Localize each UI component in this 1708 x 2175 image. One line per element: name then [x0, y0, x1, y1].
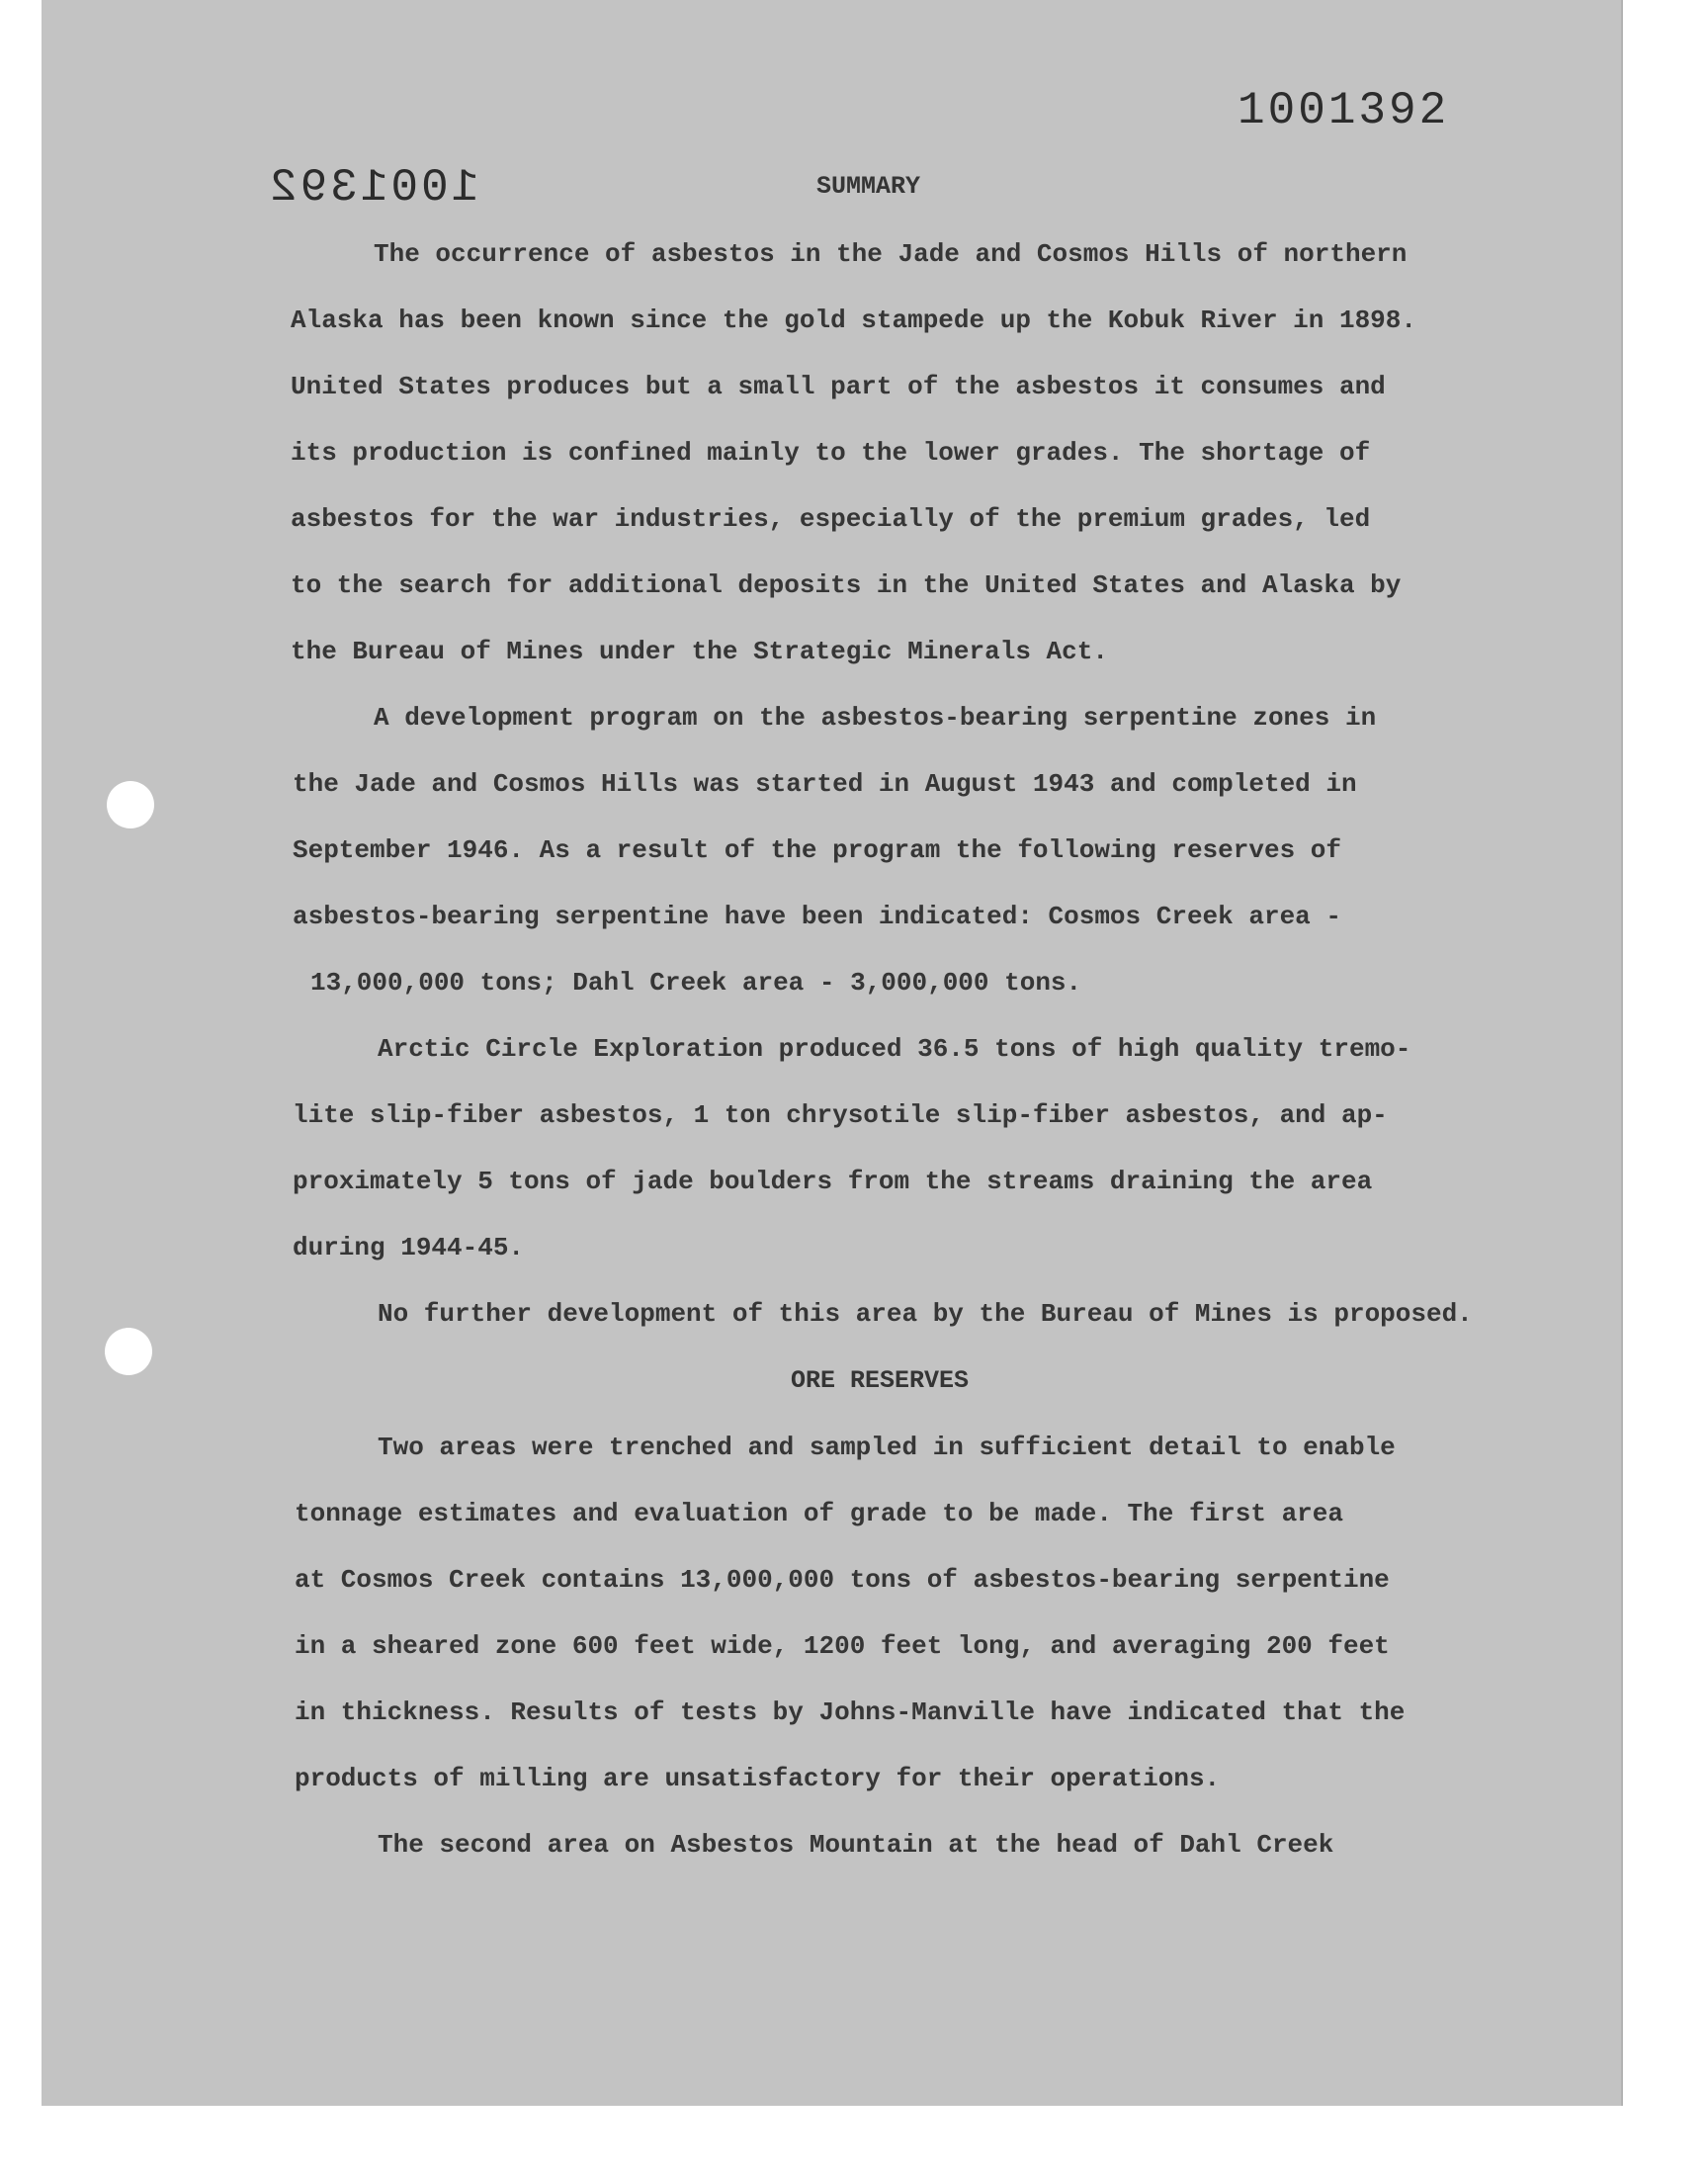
- text-line: The second area on Asbestos Mountain at the head of Dahl Creek: [378, 1830, 1334, 1860]
- text-line: lite slip-fiber asbestos, 1 ton chrysotile slip-fiber asbestos, and ap-: [293, 1100, 1388, 1130]
- document-number-stamp-mirrored: 1001392: [267, 162, 479, 214]
- text-line: to the search for additional deposits in the United States and Alaska by: [291, 570, 1402, 600]
- text-line: Alaska has been known since the gold stampede up the Kobuk River in 1898.: [291, 305, 1416, 335]
- text-line: The occurrence of asbestos in the Jade and Cosmos Hills of northern: [374, 239, 1408, 269]
- text-line: its production is confined mainly to the lower grades. The shortage of: [291, 438, 1371, 468]
- ore-reserves-heading: ORE RESERVES: [791, 1366, 970, 1395]
- text-line: in a sheared zone 600 feet wide, 1200 feet long, and averaging 200 feet: [295, 1631, 1390, 1661]
- punch-hole-upper: [107, 781, 154, 828]
- summary-heading: SUMMARY: [816, 172, 921, 201]
- text-line: proximately 5 tons of jade boulders from the streams draining the area: [293, 1167, 1373, 1196]
- text-line: in thickness. Results of tests by Johns-Manville have indicated that the: [295, 1697, 1406, 1727]
- text-line: tonnage estimates and evaluation of grade to be made. The first area: [295, 1499, 1343, 1528]
- text-line: United States produces but a small part of the asbestos it consumes and: [291, 372, 1386, 401]
- text-line: 13,000,000 tons; Dahl Creek area - 3,000,000 tons.: [310, 968, 1082, 998]
- text-line: products of milling are unsatisfactory for their operations.: [295, 1764, 1221, 1793]
- text-line: Two areas were trenched and sampled in sufficient detail to enable: [378, 1433, 1396, 1462]
- text-line: Arctic Circle Exploration produced 36.5 tons of high quality tremo-: [378, 1034, 1411, 1064]
- text-line: asbestos-bearing serpentine have been indicated: Cosmos Creek area -: [293, 902, 1341, 931]
- text-line: the Bureau of Mines under the Strategic Minerals Act.: [291, 637, 1108, 666]
- text-line: No further development of this area by the Bureau of Mines is proposed.: [378, 1299, 1473, 1329]
- text-line: at Cosmos Creek contains 13,000,000 tons of asbestos-bearing serpentine: [295, 1565, 1390, 1595]
- text-line: the Jade and Cosmos Hills was started in August 1943 and completed in: [293, 769, 1357, 799]
- text-line: asbestos for the war industries, especially of the premium grades, led: [291, 504, 1371, 534]
- text-line: during 1944-45.: [293, 1233, 525, 1262]
- document-number-stamp: 1001392: [1238, 85, 1450, 136]
- text-line: September 1946. As a result of the program the following reserves of: [293, 835, 1341, 865]
- text-line: A development program on the asbestos-bearing serpentine zones in: [374, 703, 1377, 733]
- punch-hole-lower: [105, 1328, 152, 1375]
